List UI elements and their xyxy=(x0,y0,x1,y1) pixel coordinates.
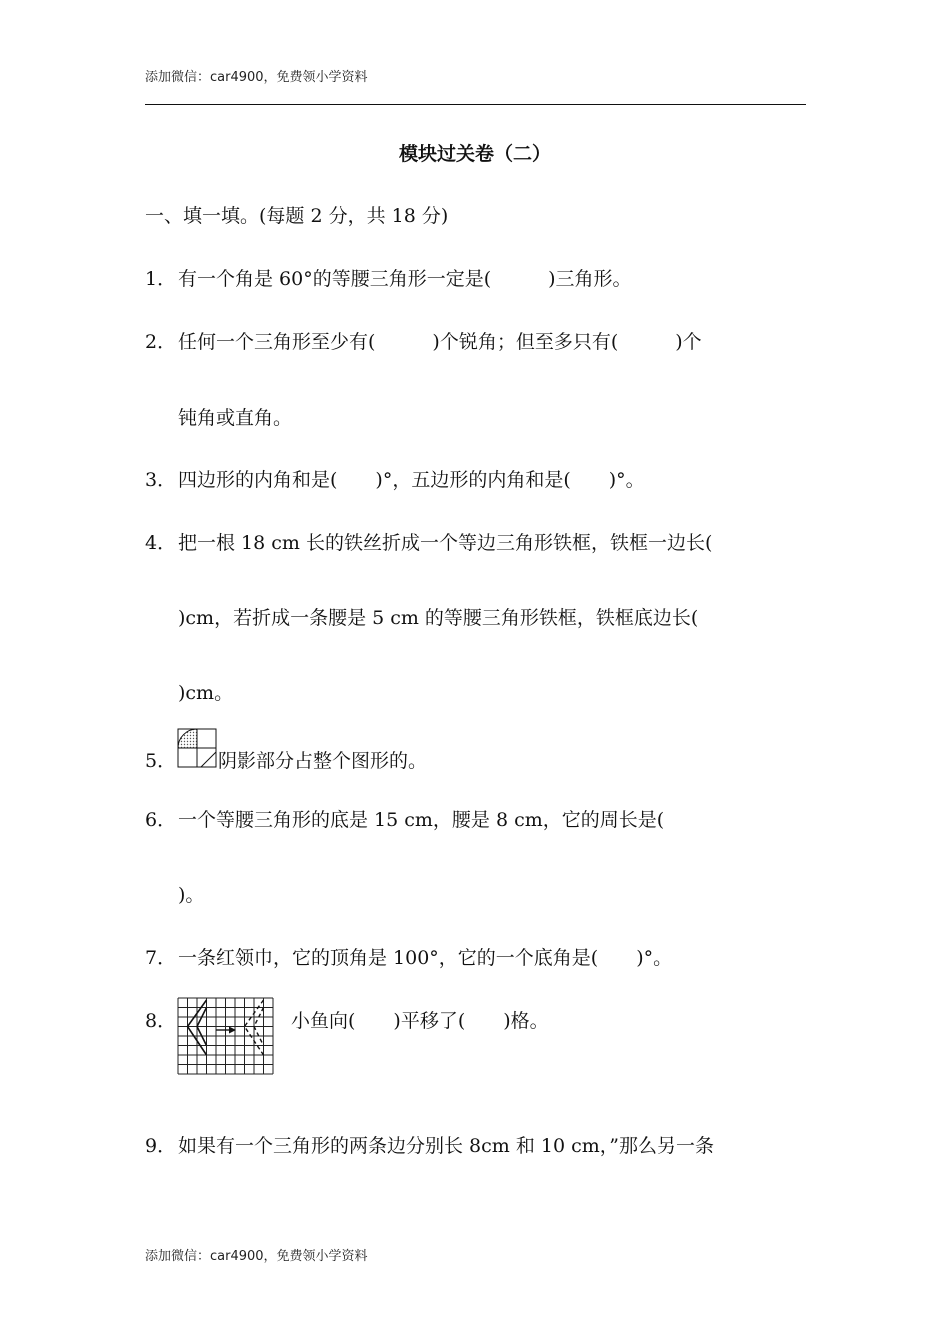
question-text: 一个等腰三角形的底是 15 cm，腰是 8 cm，它的周长是( xyxy=(178,809,665,831)
question-number: 1． xyxy=(145,268,177,290)
question-text: 小鱼向( )平移了( )格。 xyxy=(291,1010,549,1032)
page-header-watermark: 添加微信：car4900，免费领小学资料 xyxy=(145,70,368,85)
question-number: 2． xyxy=(145,331,177,353)
question-text-continued: )。 xyxy=(178,884,205,906)
question-text-continued: 钝角或直角。 xyxy=(178,407,293,429)
shaded-square-figure xyxy=(177,728,217,768)
question-number: 4． xyxy=(145,532,177,554)
question-text: 把一根 18 cm 长的铁丝折成一个等边三角形铁框，铁框一边长( xyxy=(178,532,713,554)
question-text: 任何一个三角形至少有( )个锐角；但至多只有( )个 xyxy=(178,331,702,353)
shaded-quarter-circle xyxy=(178,729,197,748)
question-number: 3． xyxy=(145,469,177,491)
question-text: 如果有一个三角形的两条边分别长 8cm 和 10 cm，”那么另一条 xyxy=(178,1135,714,1157)
fish-translation-grid xyxy=(177,997,274,1075)
question-number: 9． xyxy=(145,1135,177,1157)
question-number: 7． xyxy=(145,947,177,969)
question-text: 阴影部分占整个图形的。 xyxy=(218,750,428,772)
question-text-continued: )cm。 xyxy=(178,682,234,704)
page-title: 模块过关卷（二） xyxy=(398,143,551,165)
question-text: 四边形的内角和是( )°，五边形的内角和是( )°。 xyxy=(178,469,645,491)
page-footer-watermark: 添加微信：car4900，免费领小学资料 xyxy=(145,1249,368,1264)
section-heading: 一、填一填。(每题 2 分，共 18 分) xyxy=(145,205,449,227)
question-text: 一条红领巾，它的顶角是 100°，它的一个底角是( )°。 xyxy=(178,947,673,969)
question-text: 有一个角是 60°的等腰三角形一定是( )三角形。 xyxy=(178,268,632,290)
question-number: 8． xyxy=(145,1010,177,1032)
question-text-continued: )cm，若折成一条腰是 5 cm 的等腰三角形铁框，铁框底边长( xyxy=(178,607,699,629)
header-rule xyxy=(145,104,806,105)
question-number: 6． xyxy=(145,809,177,831)
question-number: 5． xyxy=(145,750,177,772)
